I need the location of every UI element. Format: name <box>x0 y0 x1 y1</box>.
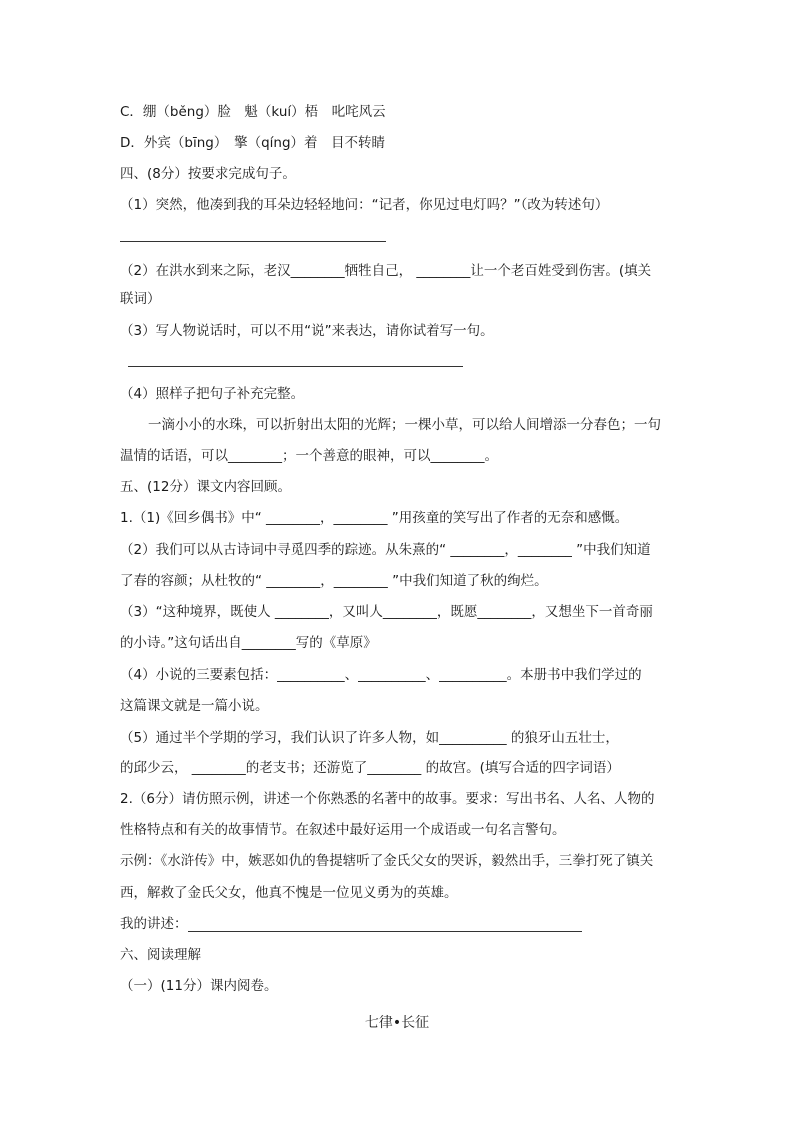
s5-question-1-4-line1: （4）小说的三要素包括：__________、__________、__________。本册书中我们学过的 <box>120 667 642 683</box>
section4-heading: 四、(8分）按要求完成句子。 <box>120 166 296 182</box>
s4-question-2-line1: （2）在洪水到来之际，老汉________牺牲自己， ________让一个老百姓受到伤害。(填关 <box>120 263 652 279</box>
option-c: C．绷（běng）脸 魁（kuí）梧 叱咤风云 <box>120 104 386 120</box>
s5-question-1-3-line1: （3）“这种境界，既使人 ________，又叫人________，既愿________，又想坐下一首奇丽 <box>120 604 653 620</box>
poem-title: 七律•长征 <box>364 1015 430 1031</box>
s4-q4-example-line2: 温情的话语，可以________；一个善意的眼神，可以________。 <box>120 448 498 464</box>
s4-question-1: （1）突然，他凑到我的耳朵边轻轻地问：“记者，你见过电灯吗？”（改为转述句） <box>120 197 609 213</box>
s5-example-line1: 示例：《水浒传》中，嫉恶如仇的鲁提辖听了金氏父女的哭诉，毅然出手，三拳打死了镇关 <box>120 853 654 869</box>
s5-question-1-5-line2: 的邱少云， ________的老支书；还游览了________ 的故宫。(填写合适的四字词语） <box>120 760 620 776</box>
s4-q3-answer-line <box>128 366 463 367</box>
s4-q1-answer-line <box>120 241 386 242</box>
s5-question-1-2-line1: （2）我们可以从古诗词中寻觅四季的踪迹。从朱熹的“ ________，________ ”中我们知道 <box>120 542 651 558</box>
s5-my-story-label: 我的讲述： <box>120 916 188 932</box>
option-d: D．外宾（bīng） 擎（qíng）着 目不转睛 <box>120 135 386 151</box>
s5-question-1-3-line2: 的小诗。”这句话出自________写的《草原》 <box>120 635 377 651</box>
s4-question-3: （3）写人物说话时，可以不用“说”来表达，请你试着写一句。 <box>120 323 494 339</box>
s5-question-2-line2: 性格特点和有关的故事情节。在叙述中最好运用一个成语或一句名言警句。 <box>120 822 566 838</box>
s5-question-1-5-line1: （5）通过半个学期的学习，我们认识了许多人物，如__________ 的狼牙山五壮士， <box>120 730 619 746</box>
section6-heading: 六、阅读理解 <box>120 947 201 963</box>
s5-my-story-answer-line <box>188 931 582 932</box>
s6-part1-label: （一）(11分）课内阅卷。 <box>120 978 278 994</box>
section5-heading: 五、(12分）课文内容回顾。 <box>120 479 291 495</box>
s5-example-line2: 西，解救了金氏父女，他真不愧是一位见义勇为的英雄。 <box>120 885 458 901</box>
s5-question-1-1: 1.（1)《回乡偶书》中“ ________，________ ”用孩童的笑写出了作者的无奈和感慨。 <box>120 510 629 526</box>
s4-q4-example-line1: 一滴小小的水珠，可以折射出太阳的光辉；一棵小草，可以给人间增添一分春色；一句 <box>148 417 661 433</box>
s4-question-2-line2: 联词） <box>120 291 161 307</box>
s4-question-4: （4）照样子把句子补充完整。 <box>120 386 305 402</box>
s5-question-1-4-line2: 这篇课文就是一篇小说。 <box>120 698 269 714</box>
s5-question-1-2-line2: 了春的容颜；从杜牧的“ ________，________ ”中我们知道了秋的绚烂。 <box>120 573 548 589</box>
s5-question-2-line1: 2.（6分）请仿照示例，讲述一个你熟悉的名著中的故事。要求：写出书名、人名、人物的 <box>120 791 655 807</box>
